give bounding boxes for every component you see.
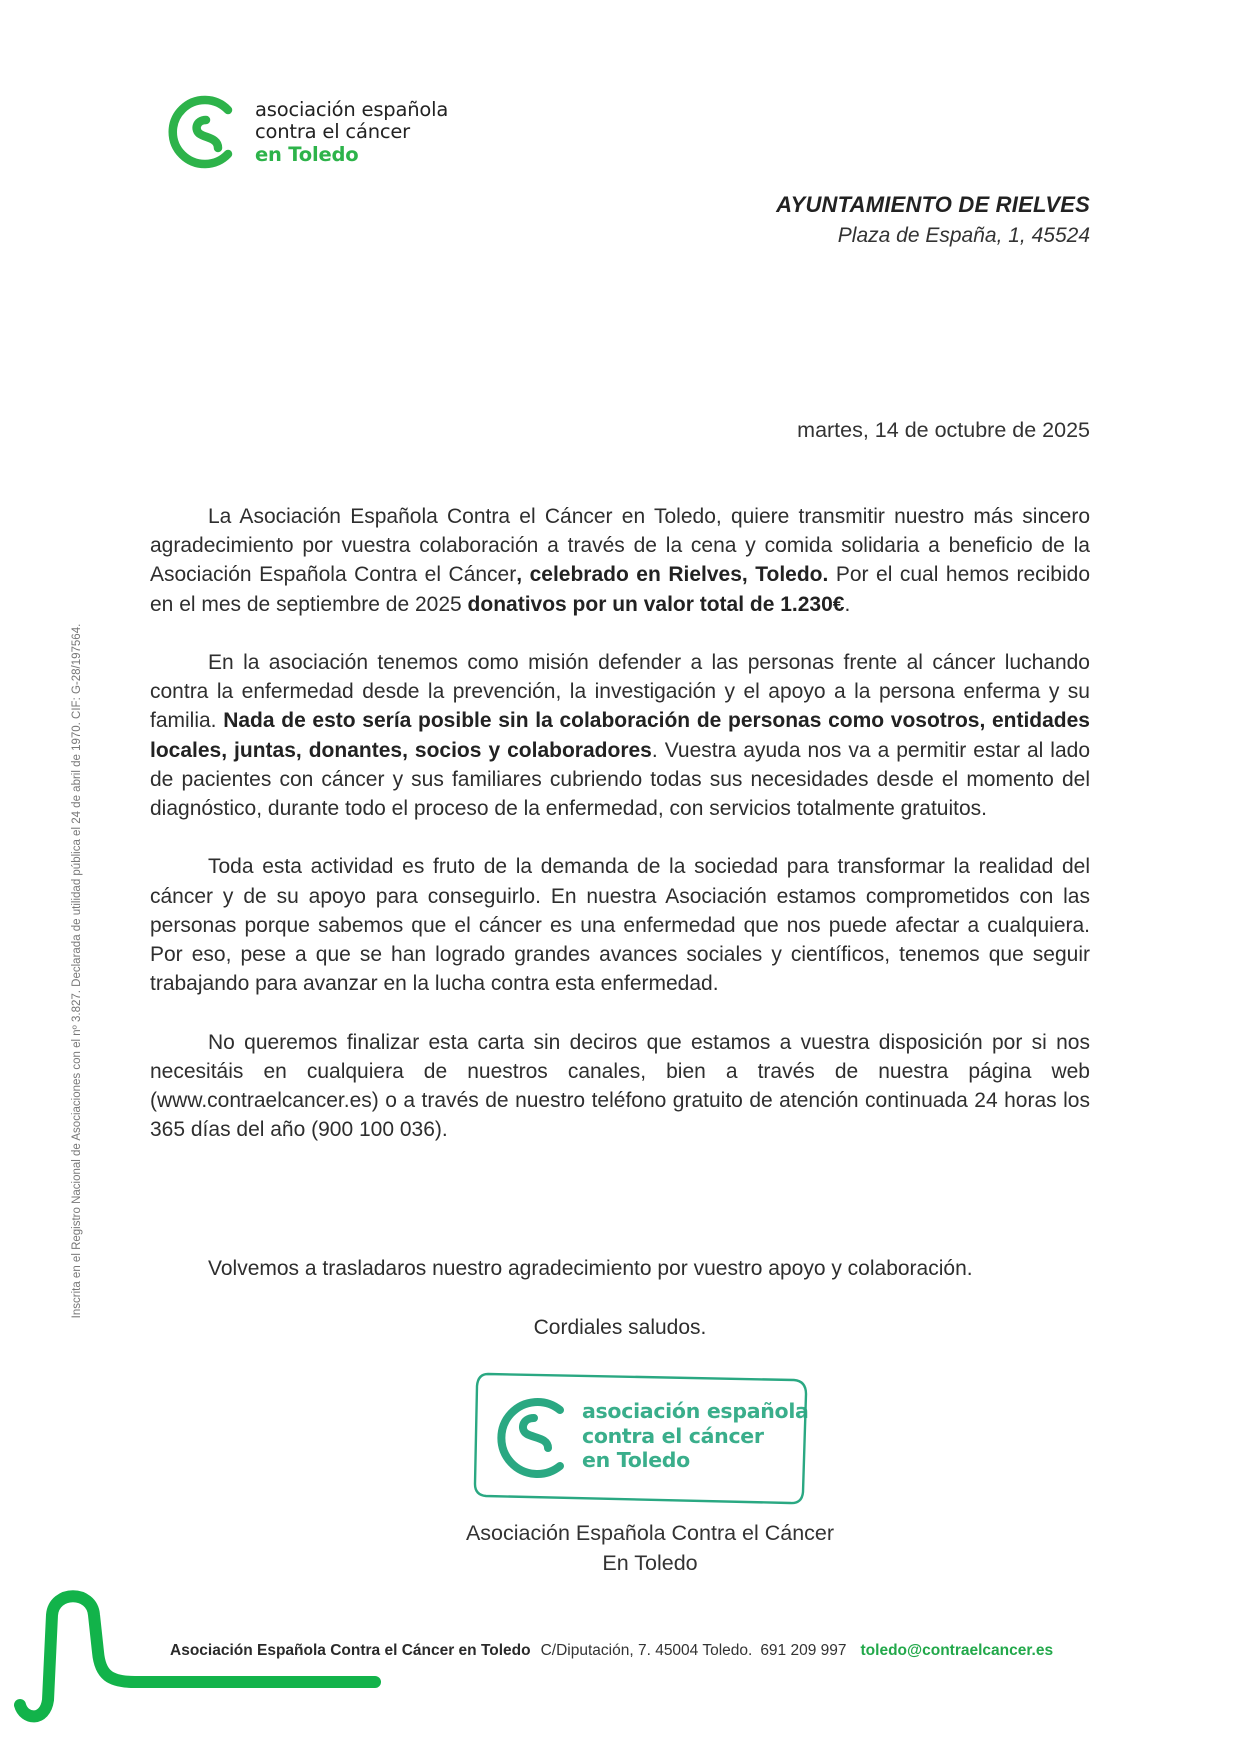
paragraph-text: . Vuestra ayuda nos va a permitir estar al lado de pacientes con cáncer y sus familiares cubriendo todas sus necesidades desde el momento del diagnóstico, durante todo el proceso de la enfermedad, con servicios totalmente gratuitos.	[150, 738, 1091, 821]
footer-organization: Asociación Española Contra el Cáncer en Toledo	[170, 1642, 531, 1659]
paragraph-text: En la asociación tenemos como misión defender a las personas frente al cáncer luchando contra la enfermedad desde la prevención, la investigación y el apoyo a la persona enferma y su familia.	[150, 651, 1090, 733]
paragraph-text: Por el cual hemos recibido en el mes de septiembre de 2025	[150, 563, 1090, 616]
stamp-logo-icon	[501, 1402, 560, 1474]
footer-contact	[170, 1642, 1053, 1660]
footer-email-link[interactable]: toledo@contraelcancer.es	[860, 1642, 1054, 1659]
footer-address: C/Diputación, 7. 45004 Toledo.	[540, 1642, 753, 1659]
stamp-text-line3: en Toledo	[582, 1448, 690, 1472]
paragraph-emphasis: , celebrado en Rielves, Toledo.	[516, 563, 829, 587]
paragraph-3: Toda esta actividad es fruto de la demanda de la sociedad para transformar la realidad del cáncer y de su apoyo para conseguirlo. En nuestra Asociación estamos comprometidos con las personas porque sabemos que el cáncer es una enfermedad que nos puede afectar a cualquiera. Por eso, pese a que se han logrado grandes avances sociales y científicos, tenemos que seguir trabajando para avanzar en la lucha contra esta enfermedad.	[150, 855, 1090, 996]
greeting: Cordiales saludos.	[533, 1316, 707, 1339]
signature-block	[0, 1518, 1240, 1578]
signature-line1: Asociación Española Contra el Cáncer	[465, 1521, 835, 1545]
registry-side-note: Inscrita en el Registro Nacional de Asociaciones con el nº 3.827. Declarada de utilidad pública el 24 de abril de 1970. CIF: G-28/197564.	[71, 623, 83, 1319]
signature-line2: En Toledo	[602, 1551, 698, 1575]
header-logo	[166, 92, 466, 172]
paragraph-text: .	[844, 592, 851, 616]
letter-date: martes, 14 de octubre de 2025	[797, 418, 1090, 442]
logo-text-line3: en Toledo	[255, 143, 359, 166]
footer-phone: 691 209 997	[760, 1642, 847, 1659]
logo-text-line1: asociación española	[255, 98, 449, 121]
aecc-c-logo-icon	[166, 92, 246, 172]
organization-stamp	[472, 1368, 812, 1508]
paragraph-4: No queremos finalizar esta carta sin deciros que estamos a vuestra disposición por si nos necesitáis en cualquiera de nuestros canales, bien a través de nuestra página web (www.contraelcancer.es) o a través de nuestro teléfono gratuito de atención continuada 24 horas los 365 días del año (900 100 036).	[150, 1030, 1090, 1142]
stamp-text-line2: contra el cáncer	[582, 1424, 764, 1448]
paragraph-emphasis: Nada de esto sería posible sin la colaboración de personas como vosotros, entidades locales, juntas, donantes, socios y colaboradores	[150, 709, 1090, 762]
logo-text-line2: contra el cáncer	[255, 120, 410, 143]
paragraph-2	[150, 648, 1090, 823]
footer-swoosh-icon	[0, 1580, 460, 1750]
stamp-text-line1: asociación española	[582, 1399, 809, 1423]
letter-body	[150, 502, 1090, 1174]
donation-total: donativos por un valor total de 1.230€	[467, 592, 845, 616]
closing-thanks: Volvemos a trasladaros nuestro agradecimiento por vuestro apoyo y colaboración.	[208, 1257, 973, 1280]
recipient-name: AYUNTAMIENTO DE RIELVES	[776, 192, 1090, 217]
paragraph-text: La Asociación Española Contra el Cáncer en Toledo, quiere transmitir nuestro más sincero agradecimiento por vuestra colaboración a través de la cena y comida solidaria a beneficio de la Asociación Española Contra el Cáncer	[150, 505, 1090, 587]
recipient-address: Plaza de España, 1, 45524	[837, 224, 1090, 247]
paragraph-1	[150, 502, 1090, 619]
recipient-block	[776, 192, 1090, 248]
